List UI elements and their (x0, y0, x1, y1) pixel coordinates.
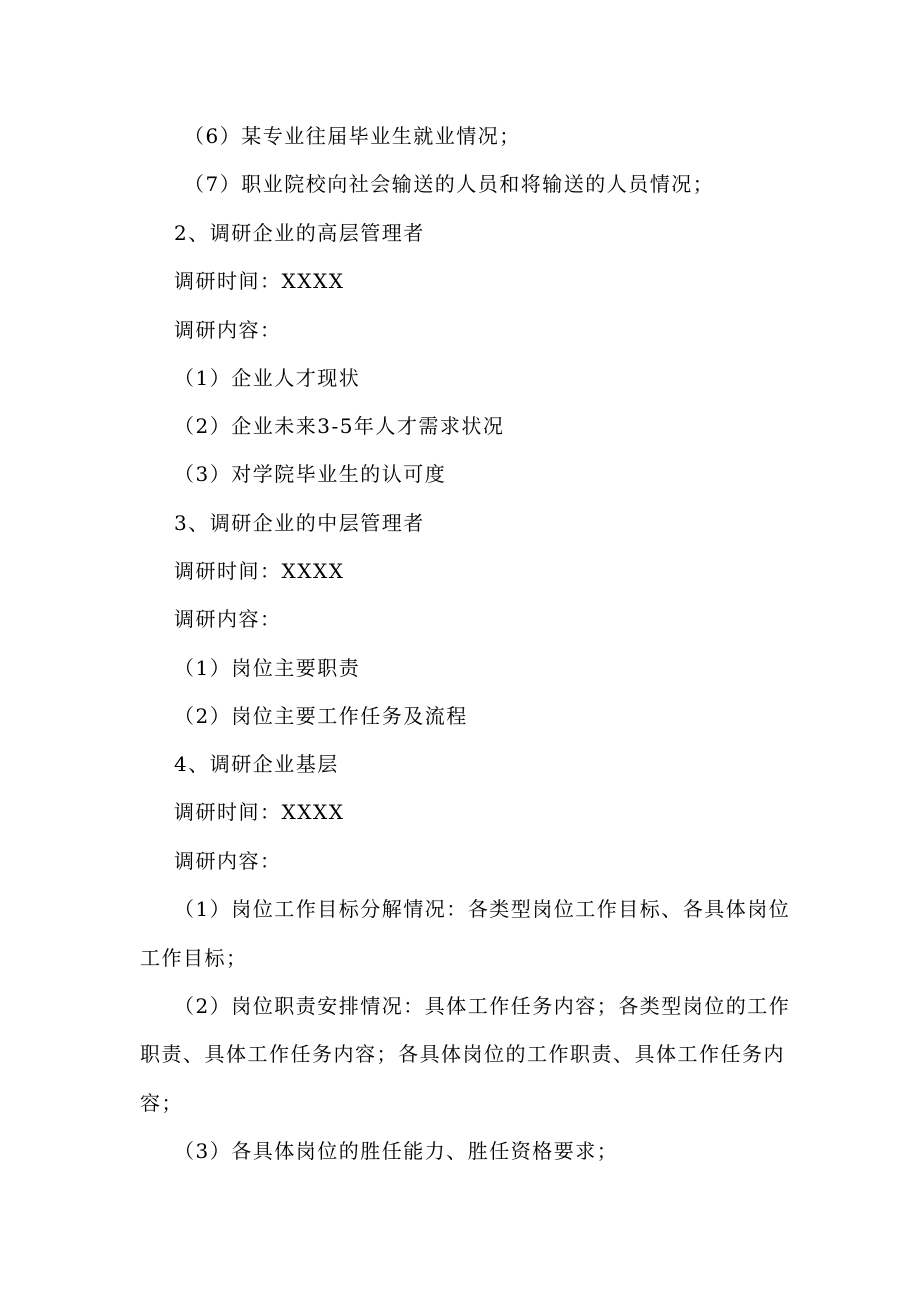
survey-content-label-2: 调研内容： (174, 318, 282, 342)
list-item: （1）岗位主要职责 (174, 656, 361, 680)
section-heading-2: 2、调研企业的高层管理者 (174, 221, 425, 245)
list-item: （3）对学院毕业生的认可度 (174, 462, 447, 486)
paragraph-line: （2）岗位职责安排情况：具体工作任务内容；各类型岗位的工作 (174, 994, 791, 1018)
survey-content-label-3: 调研内容： (174, 607, 282, 631)
section-heading-3: 3、调研企业的中层管理者 (174, 511, 425, 535)
survey-content-label-4: 调研内容： (174, 849, 282, 873)
survey-time-2: 调研时间：XXXX (174, 269, 345, 293)
paragraph-line: 职责、具体工作任务内容；各具体岗位的工作职责、具体工作任务内 (140, 1042, 785, 1066)
list-item: （1）企业人才现状 (174, 366, 361, 390)
paragraph-line: （3）各具体岗位的胜任能力、胜任资格要求； (174, 1139, 619, 1163)
paragraph-line: （1）岗位工作目标分解情况：各类型岗位工作目标、各具体岗位 (174, 897, 791, 921)
list-item-7: （7）职业院校向社会输送的人员和将输送的人员情况； (184, 172, 715, 196)
list-item-6: （6）某专业往届毕业生就业情况； (184, 124, 521, 148)
paragraph-line: 工作目标； (140, 946, 248, 970)
paragraph-line: 容； (140, 1091, 183, 1115)
section-heading-4: 4、调研企业基层 (174, 752, 339, 776)
survey-time-3: 调研时间：XXXX (174, 559, 345, 583)
list-item: （2）岗位主要工作任务及流程 (174, 704, 468, 728)
list-item: （2）企业未来3-5年人才需求状况 (174, 414, 505, 438)
survey-time-4: 调研时间：XXXX (174, 800, 345, 824)
